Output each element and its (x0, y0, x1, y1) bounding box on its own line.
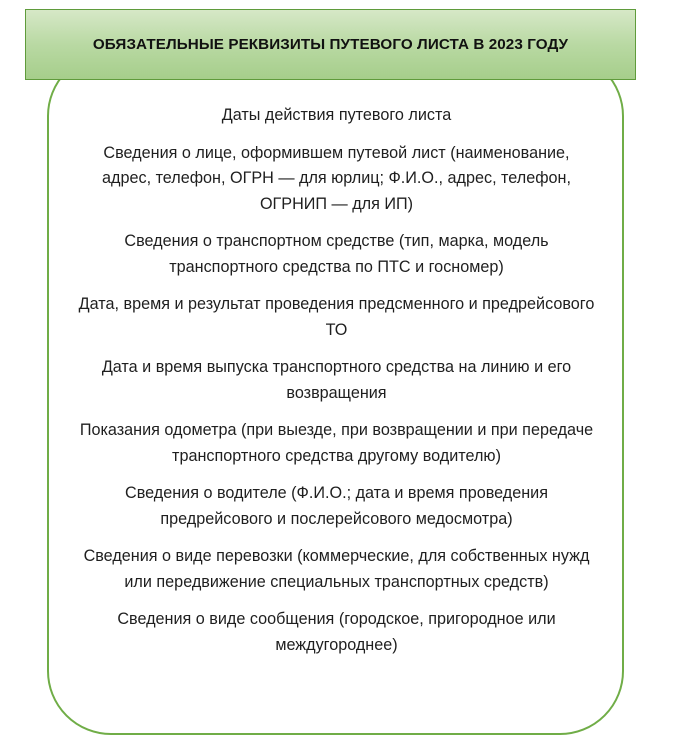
requisite-item-route-type: Сведения о виде сообщения (городское, пригородное или междугороднее) (117, 610, 556, 654)
requisite-item-transport-type: Сведения о виде перевозки (коммерческие, для собственных нужд или передвижение специальных транспортных средств) (83, 547, 590, 591)
requisite-item-issuer: Сведения о лице, оформившем путевой лист (наименование, адрес, телефон, ОГРН — для юрлиц; Ф.И.О., адрес, телефон, ОГРНИП — для ИП) (102, 143, 571, 213)
requisite-item-validity-dates: Даты действия путевого листа (221, 106, 452, 124)
requisite-item-vehicle: Сведения о транспортном средстве (тип, марка, модель транспортного средства по ПТС и госномер) (124, 232, 549, 276)
requisite-item-driver: Сведения о водителе (Ф.И.О.; дата и время проведения предрейсового и послерейсового медосмотра) (125, 484, 548, 528)
requisite-item-technical-inspection: Дата, время и результат проведения предсменного и предрейсового ТО (78, 295, 595, 339)
header-banner (25, 9, 636, 80)
requisites-list (78, 103, 595, 658)
header-title: ОБЯЗАТЕЛЬНЫЕ РЕКВИЗИТЫ ПУТЕВОГО ЛИСТА В 2023 ГОДУ (92, 36, 569, 53)
requisite-item-odometer: Показания одометра (при выезде, при возвращении и при передаче транспортного средства другому водителю) (79, 421, 594, 465)
requisite-item-release-return: Дата и время выпуска транспортного средства на линию и его возвращения (101, 358, 572, 402)
